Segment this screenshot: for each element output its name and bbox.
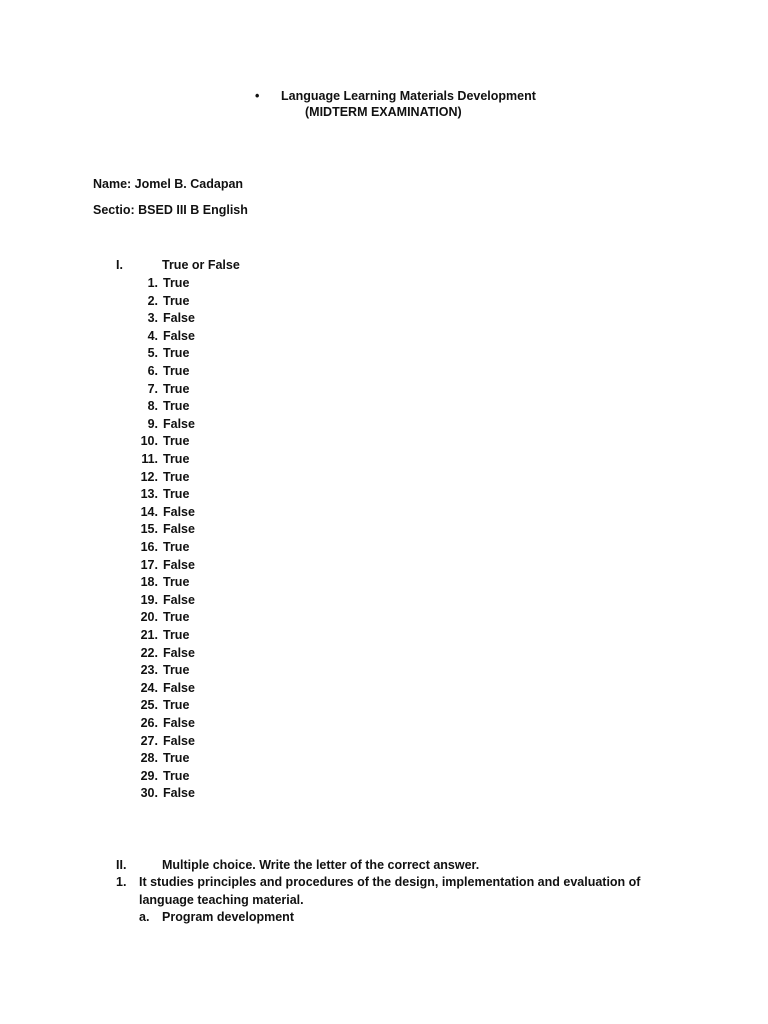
answer-value: False	[163, 733, 195, 748]
answer-number: 8.	[147, 399, 158, 414]
document-title: Language Learning Materials Development	[281, 89, 536, 103]
answer-value: True	[163, 487, 190, 502]
document-subtitle: (MIDTERM EXAMINATION)	[305, 105, 462, 119]
answer-number: 30.	[140, 786, 158, 801]
answer-value: True	[163, 540, 190, 554]
answer-item	[138, 294, 189, 311]
answer-value: True	[163, 452, 190, 466]
question-text: It studies principles and procedures of the design, implementation and evaluation of	[139, 875, 641, 889]
answer-value: True	[163, 399, 190, 414]
answer-value: True	[163, 276, 190, 290]
answer-item	[138, 470, 189, 487]
answer-item	[138, 558, 195, 575]
answer-value: False	[163, 416, 195, 431]
answer-number: 11.	[141, 452, 158, 466]
answer-value: True	[163, 381, 190, 396]
answer-number: 28.	[140, 751, 158, 766]
answer-number: 9.	[147, 416, 158, 431]
answer-value: True	[163, 293, 190, 308]
answer-value: True	[163, 628, 190, 642]
answer-number: 16.	[140, 540, 158, 554]
answer-item	[138, 751, 189, 768]
answer-item	[138, 593, 195, 610]
answer-number: 24.	[140, 680, 158, 695]
answer-value: False	[163, 311, 195, 326]
answer-number: 21.	[140, 628, 158, 642]
answer-value: False	[163, 557, 195, 572]
student-section: Sectio: BSED III B English	[93, 203, 248, 217]
answer-item	[138, 716, 195, 733]
answer-value: True	[163, 698, 190, 713]
answer-value: True	[163, 751, 190, 766]
part1-heading: True or False	[162, 258, 240, 272]
answer-item	[138, 540, 189, 557]
answer-item	[138, 311, 195, 328]
answer-value: False	[163, 786, 195, 801]
answer-number: 17.	[140, 557, 158, 572]
question-number: 1.	[116, 875, 127, 889]
answer-value: True	[163, 663, 190, 678]
answer-item	[138, 505, 195, 522]
answer-item	[138, 434, 189, 451]
answer-number: 18.	[140, 575, 158, 590]
answer-number: 29.	[140, 768, 158, 783]
answer-item	[138, 734, 195, 751]
answer-value: True	[163, 610, 190, 625]
answer-value: True	[163, 434, 190, 449]
answer-number: 7.	[147, 381, 158, 396]
part2-numeral: II.	[116, 858, 127, 872]
answer-value: False	[163, 716, 195, 730]
answer-item	[138, 522, 195, 539]
answer-item	[138, 382, 189, 399]
answer-item	[138, 452, 189, 469]
answer-number: 5.	[147, 346, 158, 361]
answer-number: 26.	[140, 716, 158, 730]
answer-item	[138, 346, 189, 363]
answer-number: 14.	[140, 504, 158, 519]
answer-value: True	[163, 364, 190, 378]
part2-heading: Multiple choice. Write the letter of the correct answer.	[162, 858, 480, 872]
answer-item	[138, 681, 195, 698]
answer-value: False	[163, 645, 195, 660]
answer-item	[138, 646, 195, 663]
header-bullet: •	[255, 89, 260, 103]
part1-numeral: I.	[116, 258, 123, 272]
answer-item	[138, 575, 189, 592]
answer-item	[138, 417, 195, 434]
answer-item	[138, 276, 189, 293]
answer-item	[138, 628, 189, 645]
answer-item	[138, 769, 189, 786]
answer-item	[138, 663, 189, 680]
option-letter: a.	[139, 910, 150, 924]
answer-number: 4.	[147, 328, 158, 343]
answer-number: 3.	[147, 311, 158, 326]
answer-number: 1.	[147, 276, 158, 290]
answer-value: True	[163, 575, 190, 590]
answer-number: 27.	[140, 733, 158, 748]
answer-number: 12.	[140, 469, 158, 484]
student-name: Name: Jomel B. Cadapan	[93, 177, 244, 191]
answer-value: True	[163, 346, 190, 361]
answer-number: 2.	[147, 293, 158, 308]
answer-number: 15.	[140, 522, 158, 537]
answer-item	[138, 399, 189, 416]
answer-number: 25.	[140, 698, 158, 713]
answer-item	[138, 610, 189, 627]
answer-number: 13.	[140, 487, 158, 502]
answer-number: 20.	[140, 610, 158, 625]
option-text: Program development	[162, 910, 294, 924]
answer-number: 6.	[147, 364, 158, 378]
answer-number: 22.	[140, 645, 158, 660]
answer-number: 19.	[140, 592, 158, 607]
answer-value: False	[163, 328, 195, 343]
answer-item	[138, 786, 195, 803]
answer-item	[138, 698, 189, 715]
answer-value: False	[163, 504, 195, 519]
answer-value: False	[163, 592, 195, 607]
answer-item	[138, 329, 195, 346]
answer-item	[138, 364, 189, 381]
answer-number: 10.	[140, 434, 158, 449]
answer-value: True	[163, 768, 190, 783]
answer-value: True	[163, 469, 190, 484]
answer-item	[138, 487, 189, 504]
question-text-continued: language teaching material.	[139, 893, 304, 907]
answer-value: False	[163, 680, 195, 695]
answer-number: 23.	[140, 663, 158, 678]
answer-value: False	[163, 522, 195, 537]
